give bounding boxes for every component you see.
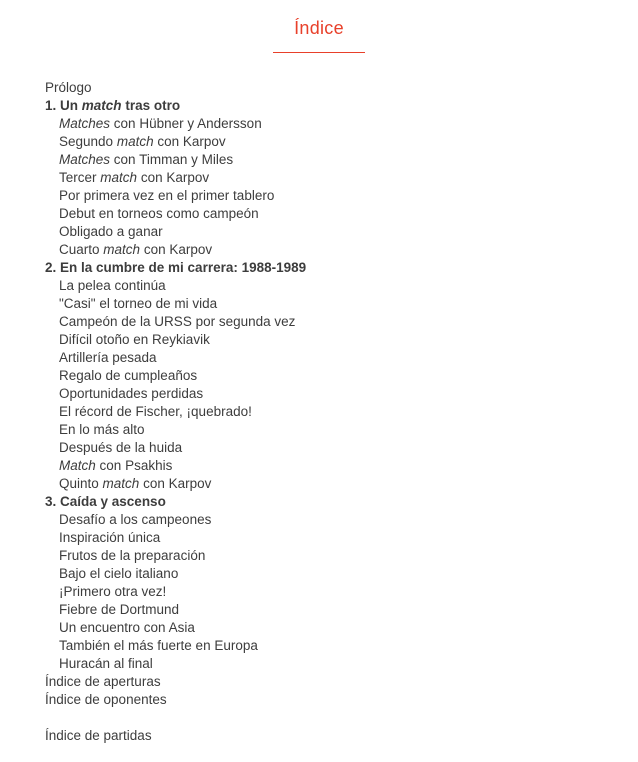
toc-entry[interactable]: Por primera vez en el primer tablero	[59, 188, 275, 203]
toc-chapter-entry[interactable]: 2. En la cumbre de mi carrera: 1988-1989	[45, 260, 307, 275]
toc-entry[interactable]: Matches con Hübner y Andersson	[59, 116, 262, 131]
toc-entry[interactable]: Match con Psakhis	[59, 458, 173, 473]
toc-entry[interactable]: Bajo el cielo italiano	[59, 566, 179, 581]
toc-entry[interactable]: Prólogo	[45, 80, 92, 95]
toc-entry[interactable]: Quinto match con Karpov	[59, 476, 212, 491]
toc-entry[interactable]: Frutos de la preparación	[59, 548, 206, 563]
toc-entry[interactable]: Debut en torneos como campeón	[59, 206, 259, 221]
toc-entry[interactable]: Desafío a los campeones	[59, 512, 212, 527]
toc-chapter-entry[interactable]: 3. Caída y ascenso	[45, 494, 166, 509]
table-of-contents	[0, 79, 638, 745]
toc-entry[interactable]: Inspiración única	[59, 530, 161, 545]
toc-entry[interactable]: Tercer match con Karpov	[59, 170, 210, 185]
toc-entry[interactable]: En lo más alto	[59, 422, 145, 437]
toc-entry[interactable]: La pelea continúa	[59, 278, 166, 293]
toc-entry[interactable]: Artillería pesada	[59, 350, 157, 365]
toc-entry[interactable]: También el más fuerte en Europa	[59, 638, 258, 653]
toc-entry[interactable]: ¡Primero otra vez!	[59, 584, 167, 599]
toc-entry[interactable]: Huracán al final	[59, 656, 153, 671]
toc-entry[interactable]: Índice de partidas	[45, 728, 152, 743]
toc-chapter-entry[interactable]: 1. Un match tras otro	[45, 98, 181, 113]
toc-entry[interactable]: Campeón de la URSS por segunda vez	[59, 314, 296, 329]
toc-entry[interactable]: Índice de oponentes	[45, 692, 167, 707]
toc-entry[interactable]: Difícil otoño en Reykiavik	[59, 332, 210, 347]
title-divider	[273, 52, 365, 53]
toc-entry[interactable]: Obligado a ganar	[59, 224, 163, 239]
toc-entry[interactable]: Regalo de cumpleaños	[59, 368, 198, 383]
toc-entry[interactable]: Fiebre de Dortmund	[59, 602, 180, 617]
toc-entry[interactable]: Oportunidades perdidas	[59, 386, 204, 401]
toc-entry[interactable]: Después de la huida	[59, 440, 183, 455]
toc-entry[interactable]: Índice de aperturas	[45, 674, 161, 689]
toc-entry[interactable]: Segundo match con Karpov	[59, 134, 226, 149]
toc-spacer	[45, 709, 618, 727]
toc-entry[interactable]: Matches con Timman y Miles	[59, 152, 234, 167]
toc-entry[interactable]: Un encuentro con Asia	[59, 620, 195, 635]
toc-entry[interactable]: El récord de Fischer, ¡quebrado!	[59, 404, 252, 419]
page-title: Índice	[294, 18, 344, 38]
toc-entry[interactable]: Cuarto match con Karpov	[59, 242, 213, 257]
toc-entry[interactable]: "Casi" el torneo de mi vida	[59, 296, 218, 311]
